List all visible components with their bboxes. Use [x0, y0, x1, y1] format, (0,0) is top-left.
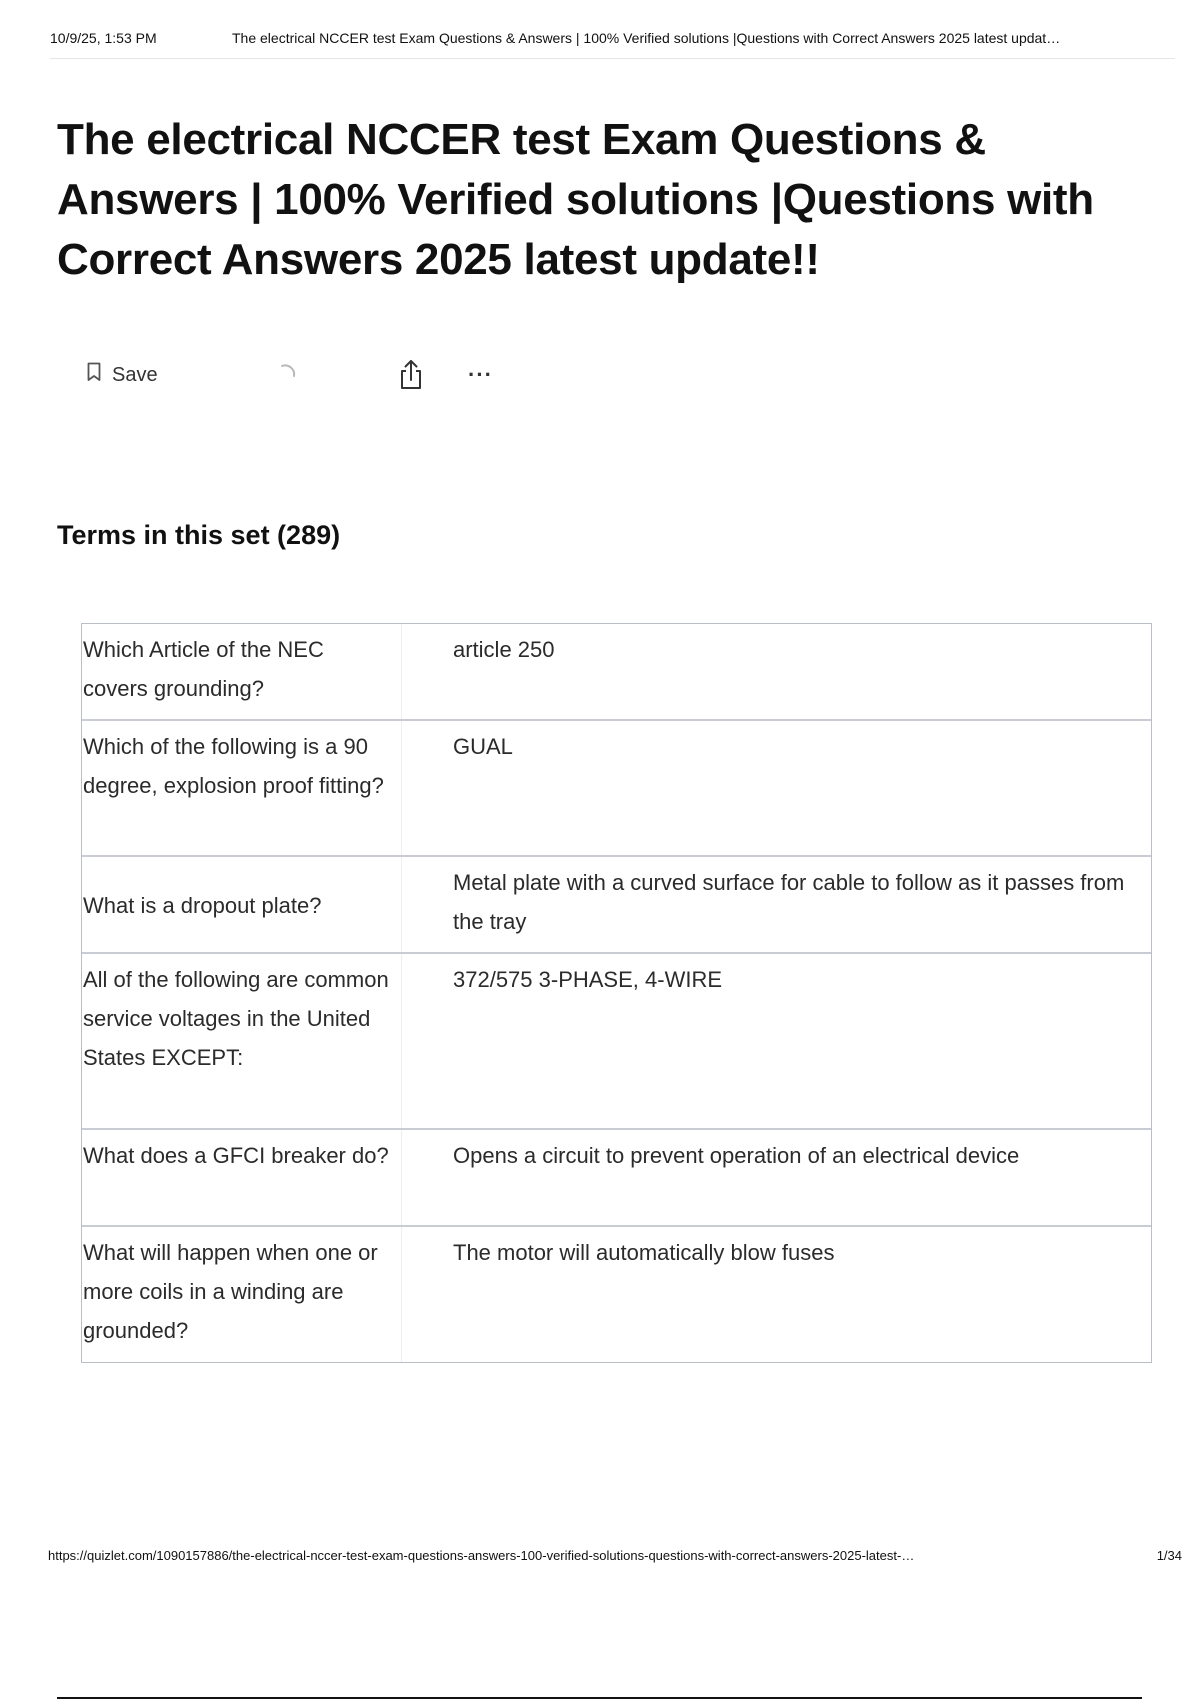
term-cell: All of the following are common service voltages in the United States EXCEPT: [82, 954, 402, 1128]
terms-table [81, 623, 1152, 1363]
term-cell: What will happen when one or more coils in a winding are grounded? [82, 1227, 402, 1362]
terms-heading: Terms in this set (289) [57, 520, 341, 550]
loading-spinner-icon [276, 362, 300, 391]
page-divider [57, 1697, 1142, 1699]
print-datetime: 10/9/25, 1:53 PM [50, 30, 157, 46]
table-row [82, 954, 1151, 1130]
definition-cell: Opens a circuit to prevent operation of an electrical device [453, 1143, 1020, 1168]
more-options-icon[interactable]: ··· [468, 362, 493, 387]
page-url: https://quizlet.com/1090157886/the-electrical-nccer-test-exam-questions-answers-100-verified-solutions-questions-with-correct-answers-2025-latest-… [48, 1548, 915, 1563]
bookmark-icon [86, 362, 102, 388]
definition-cell: 372/575 3-PHASE, 4-WIRE [453, 967, 723, 992]
share-icon[interactable] [396, 358, 426, 397]
term-cell: What is a dropout plate? [82, 857, 402, 952]
table-row [82, 1130, 1151, 1227]
term-cell: Which of the following is a 90 degree, explosion proof fitting? [82, 721, 402, 855]
page-indicator: 1/34 [1156, 1548, 1182, 1563]
table-row [82, 857, 1151, 954]
set-toolbar [86, 358, 526, 394]
save-label: Save [112, 363, 158, 386]
table-row [82, 624, 1151, 721]
definition-cell: The motor will automatically blow fuses [453, 1240, 835, 1265]
print-header-title: The electrical NCCER test Exam Questions & Answers | 100% Verified solutions |Questions with Correct Answers 2025 latest updat… [232, 30, 1061, 46]
definition-cell: article 250 [453, 637, 555, 662]
definition-cell: GUAL [453, 734, 513, 759]
page-title: The electrical NCCER test Exam Questions & Answers | 100% Verified solutions |Questions with Correct Answers 2025 latest update!! [57, 115, 1094, 284]
save-button[interactable] [86, 358, 158, 392]
definition-cell: Metal plate with a curved surface for cable to follow as it passes from the tray [453, 870, 1125, 934]
print-header [50, 30, 1175, 59]
print-footer [48, 1548, 1182, 1568]
table-row [82, 721, 1151, 857]
table-row [82, 1227, 1151, 1362]
term-cell: What does a GFCI breaker do? [82, 1130, 402, 1225]
term-cell: Which Article of the NEC covers grounding? [82, 624, 402, 719]
